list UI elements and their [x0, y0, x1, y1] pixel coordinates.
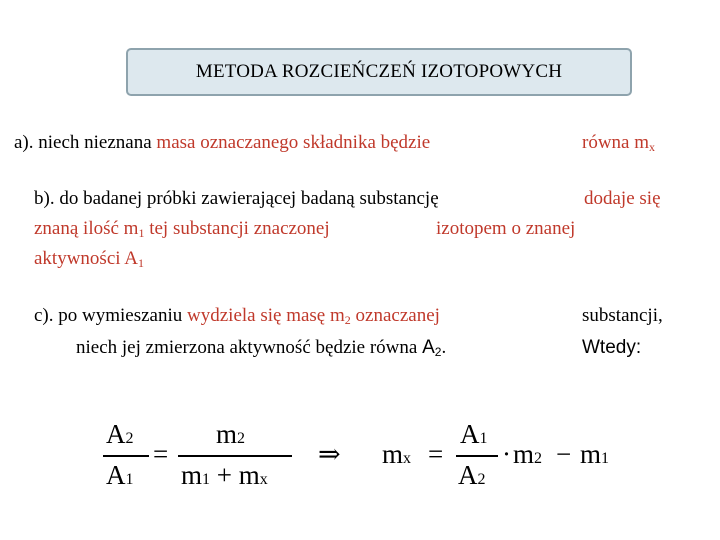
line-b2-b: tej substancji znaczonej [144, 218, 330, 239]
frac3-denominator: A2 [458, 460, 486, 490]
line-a-red: masa oznaczanego składnika będzie [156, 132, 431, 153]
line-a-right-text: równa m [582, 132, 650, 153]
mx: mx [382, 439, 412, 469]
frac2-numerator: m2 [216, 419, 246, 449]
line-c1-right-text: substancji, [582, 305, 663, 326]
m1-term: m1 [580, 439, 610, 469]
line-c2-sub: 2 [434, 345, 442, 359]
dot-operator: · [502, 439, 511, 469]
equals-2: = [428, 439, 444, 469]
line-c2-A: A [422, 337, 435, 358]
line-b3-text: aktywności A [34, 248, 138, 269]
line-c2-right-text: Wtedy: [582, 337, 642, 358]
minus-operator: − [556, 439, 572, 469]
frac1-bar [103, 455, 149, 457]
line-c1-red2: oznaczanej [350, 305, 440, 326]
m2-term: m2 [513, 439, 543, 469]
line-c1-red: wydziela się masę m [187, 305, 345, 326]
line-c1-a: c). po wymieszaniu [34, 305, 188, 326]
line-a-right-sub: x [649, 140, 656, 154]
implies-arrow: ⇒ [318, 439, 341, 469]
line-b2-c: izotopem o znanej [436, 218, 576, 239]
equals-1: = [153, 439, 169, 469]
line-a-prefix: a). niech nieznana [14, 132, 157, 153]
frac3-bar [456, 455, 498, 457]
line-b3-sub: 1 [137, 256, 144, 270]
frac1-denominator: A1 [106, 460, 134, 490]
line-b2-a: znaną ilość m [34, 218, 139, 239]
line-b1-text: b). do badanej próbki zawierającej badaną substancję [34, 188, 439, 209]
line-c2-a: niech jej zmierzona aktywność będzie równa [76, 337, 423, 358]
frac1-numerator: A2 [106, 419, 134, 449]
frac2-bar [178, 455, 292, 457]
line-c2-dot: . [441, 337, 447, 358]
frac3-numerator: A1 [460, 419, 488, 449]
page-title: METODA ROZCIEŃCZEŃ IZOTOPOWYCH [195, 61, 563, 82]
frac2-denominator: m1 + mx [181, 460, 268, 490]
line-c1-sub: 2 [344, 313, 351, 327]
line-b2-sub: 1 [138, 226, 145, 240]
line-b1-red-text: dodaje się [584, 188, 661, 209]
